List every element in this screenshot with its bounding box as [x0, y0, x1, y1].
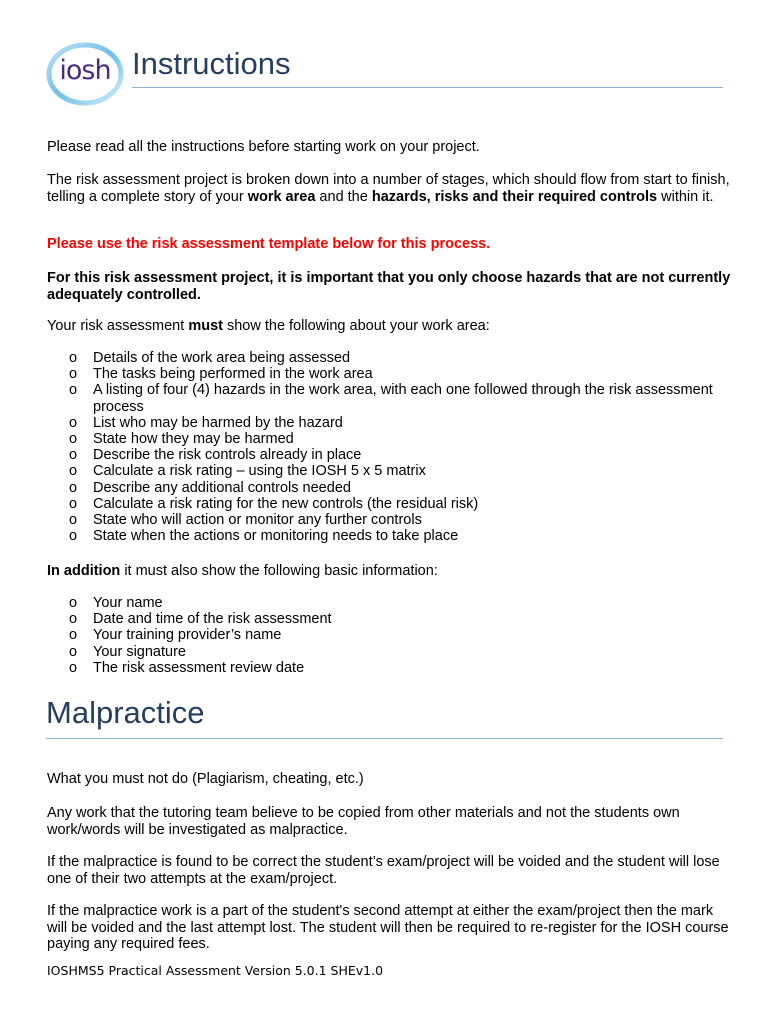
list-item-text: Describe the risk controls already in place: [93, 447, 362, 464]
bullet-icon: o: [69, 366, 78, 383]
stages-text-3: within it.: [657, 188, 714, 205]
bullet-icon: o: [69, 495, 78, 512]
stages-text-2: and the: [315, 188, 372, 205]
list-item: [47, 350, 737, 366]
list-item-text: A listing of four (4) hazards in the work area, with each one followed through the risk assessment process: [93, 382, 713, 415]
bullet-icon: o: [69, 382, 78, 399]
must-bold: must: [188, 318, 223, 334]
stages-bold-hazards: hazards, risks and their required controls: [371, 188, 658, 205]
must-text-2: show the following about your work area:: [222, 318, 490, 334]
heading-rule: [132, 87, 723, 88]
bullet-icon: o: [69, 431, 78, 448]
list-item-text: Your training provider’s name: [93, 627, 282, 644]
instructions-heading: Instructions: [132, 46, 291, 81]
template-note: Please use the risk assessment template below for this process.: [47, 236, 491, 252]
malpractice-p3: If the malpractice is found to be correct the student’s exam/project will be voided and the student will lose one of their two attempts at the exam/project.: [47, 854, 720, 887]
list-item: [47, 480, 737, 496]
bullet-icon: o: [69, 528, 78, 545]
list-item-text: Calculate a risk rating – using the IOSH 5 x 5 matrix: [93, 463, 426, 480]
list-item-text: Your signature: [93, 643, 186, 660]
list-item-text: Details of the work area being assessed: [93, 350, 351, 366]
list-item: [47, 415, 737, 431]
list-item-text: The risk assessment review date: [93, 659, 305, 676]
addition-text: it must also show the following basic information:: [120, 563, 438, 579]
malpractice-rule: [46, 738, 723, 739]
list-item-text: Calculate a risk rating for the new controls (the residual risk): [93, 495, 479, 512]
list-item: [47, 366, 737, 382]
list-item-text: State how they may be harmed: [93, 431, 294, 448]
bullet-icon: o: [69, 643, 78, 660]
list-item: [47, 496, 737, 512]
malpractice-heading: Malpractice: [46, 695, 205, 730]
list-item: [47, 611, 737, 627]
list-item: [47, 382, 737, 414]
list-item-text: List who may be harmed by the hazard: [93, 414, 343, 431]
bullet-icon: o: [69, 447, 78, 464]
bullet-icon: o: [69, 479, 78, 496]
bullet-icon: o: [69, 595, 78, 611]
must-paragraph: [47, 318, 737, 335]
list-item: [47, 627, 737, 643]
stages-paragraph: [47, 172, 737, 205]
iosh-logo: [44, 42, 126, 106]
list-item-text: Date and time of the risk assessment: [93, 611, 332, 628]
hazard-choice-note: For this risk assessment project, it is important that you only choose hazards that are not currently adequately controlled.: [47, 270, 731, 303]
list-item-text: Describe any additional controls needed: [93, 479, 351, 496]
list-item: [47, 447, 737, 463]
malpractice-p4: If the malpractice work is a part of the student's second attempt at either the exam/project then the mark will be voided and the last attempt lost. The student will then be required to re-register for the IOSH course paying any required fees.: [47, 903, 729, 952]
bullet-icon: o: [69, 659, 78, 676]
addition-paragraph: [47, 563, 737, 580]
list-item-text: State when the actions or monitoring needs to take place: [93, 528, 459, 545]
bullet-icon: o: [69, 414, 78, 431]
malpractice-p2: Any work that the tutoring team believe to be copied from other materials and not the students own work/words will be investigated as malpractice.: [47, 805, 680, 838]
list-item: [47, 463, 737, 479]
requirements-list: [47, 350, 737, 544]
bullet-icon: o: [69, 463, 78, 480]
list-item: [47, 528, 737, 544]
addition-bold: In addition: [47, 563, 121, 579]
basic-info-list: [47, 595, 737, 676]
list-item: [47, 431, 737, 447]
stages-text-1: The risk assessment project is broken down into a number of stages, which should flow from start to finish, telling a complete story of your: [47, 172, 730, 205]
logo-wordmark: iosh: [59, 55, 111, 86]
bullet-icon: o: [69, 611, 78, 628]
intro-paragraph: Please read all the instructions before starting work on your project.: [47, 139, 480, 155]
list-item: [47, 644, 737, 660]
bullet-icon: o: [69, 627, 78, 644]
stages-bold-work-area: work area: [247, 188, 316, 205]
list-item: [47, 595, 737, 611]
list-item-text: State who will action or monitor any further controls: [93, 512, 422, 529]
bullet-icon: o: [69, 350, 78, 366]
list-item: [47, 660, 737, 676]
must-text-1: Your risk assessment: [47, 318, 189, 334]
list-item: [47, 512, 737, 528]
bullet-icon: o: [69, 512, 78, 529]
malpractice-p1: What you must not do (Plagiarism, cheating, etc.): [47, 771, 364, 787]
list-item-text: The tasks being performed in the work area: [93, 366, 373, 383]
list-item-text: Your name: [93, 595, 163, 611]
page-footer: IOSHMS5 Practical Assessment Version 5.0.1 SHEv1.0: [47, 963, 384, 978]
